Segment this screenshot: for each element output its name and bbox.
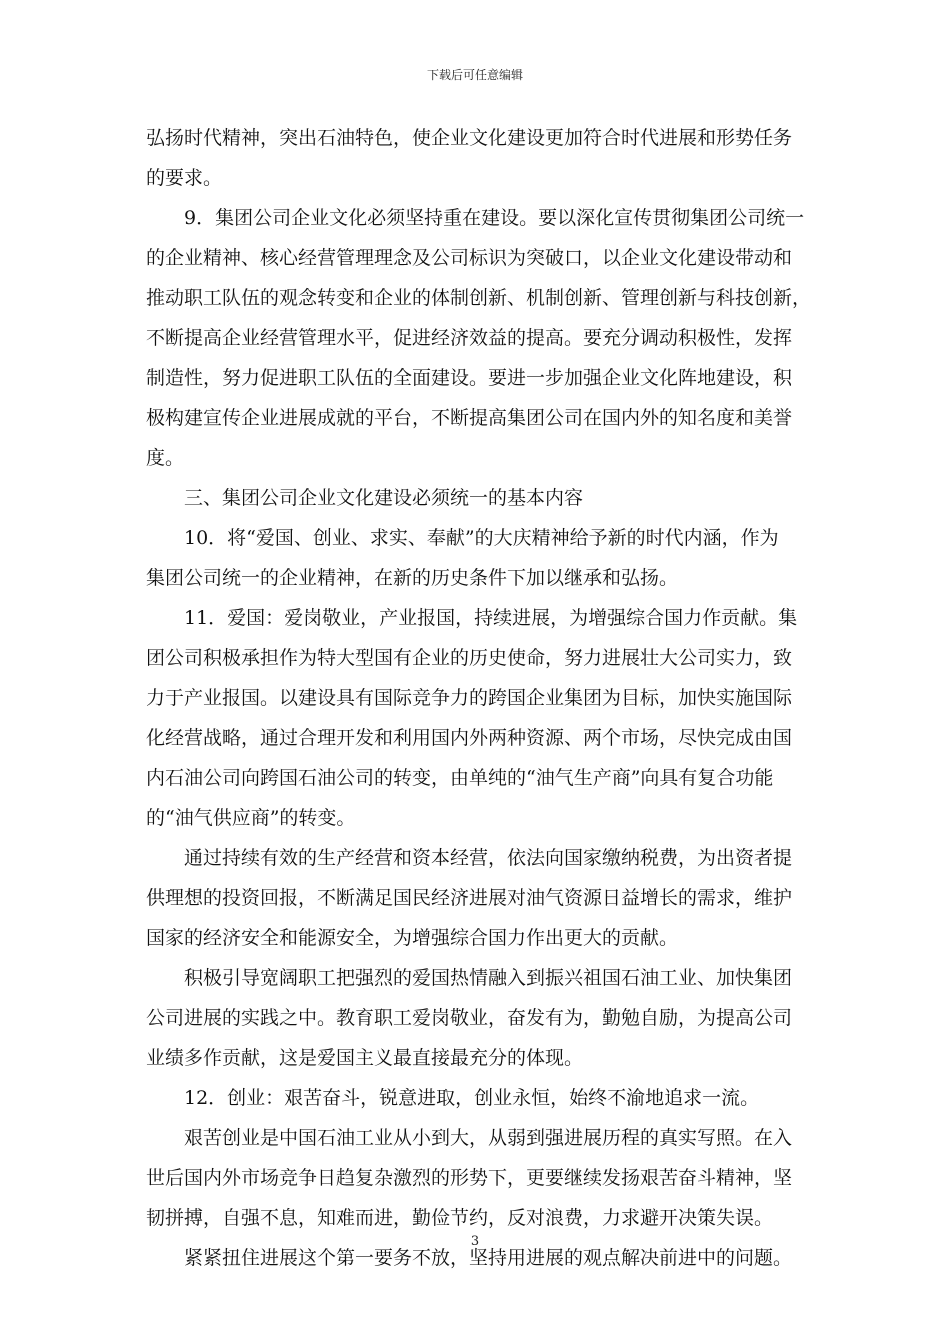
paragraph [146,958,818,1078]
paragraph [146,838,818,958]
text-line: 推动职工队伍的观念转变和企业的体制创新、机制创新、管理创新与科技创新， [146,287,812,309]
text-line: 12．创业：艰苦奋斗，锐意进取，创业永恒，始终不渝地追求一流。 [184,1087,760,1109]
text-line: 9．集团公司企业文化必须坚持重在建设。要以深化宣传贯彻集团公司统一 [184,207,805,229]
text-line: 10．将“爱国、创业、求实、奉献”的大庆精神给予新的时代内涵，作为 [184,527,779,549]
text-line: 极构建宣传企业进展成就的平台，不断提高集团公司在国内外的知名度和美誉 [146,407,793,429]
text-line: 团公司积极承担作为特大型国有企业的历史使命，努力进展壮大公司实力，致 [146,647,793,669]
header-text: 下载后可任意编辑 [426,68,523,82]
paragraph [146,198,818,478]
text-line: 紧紧扭住进展这个第一要务不放，坚持用进展的观点解决前进中的问题。 [184,1247,793,1269]
text-line: 国家的经济安全和能源安全，为增强综合国力作出更大的贡献。 [146,927,679,949]
text-line: 度。 [146,447,185,469]
document-body [146,118,818,1278]
paragraph [146,118,818,198]
text-line: 的“油气供应商”的转变。 [146,807,356,829]
text-line: 化经营战略，通过合理开发和利用国内外两种资源、两个市场，尽快完成由国 [146,727,793,749]
paragraph [146,518,818,598]
text-line: 三、集团公司企业文化建设必须统一的基本内容 [184,487,584,509]
text-line: 制造性，努力促进职工队伍的全面建设。要进一步加强企业文化阵地建设，积 [146,367,793,389]
text-line: 力于产业报国。以建设具有国际竞争力的跨国企业集团为目标，加快实施国际 [146,687,793,709]
text-line: 通过持续有效的生产经营和资本经营，依法向国家缴纳税费，为出资者提 [184,847,793,869]
text-line: 的企业精神、核心经营管理理念及公司标识为突破口，以企业文化建设带动和 [146,247,793,269]
text-line: 世后国内外市场竞争日趋复杂激烈的形势下，更要继续发扬艰苦奋斗精神，坚 [146,1167,793,1189]
page-header [0,68,950,82]
page-number: 3 [470,1234,480,1249]
paragraph [146,598,818,838]
text-line: 不断提高企业经营管理水平，促进经济效益的提高。要充分调动积极性，发挥 [146,327,793,349]
text-line: 内石油公司向跨国石油公司的转变，由单纯的“油气生产商”向具有复合功能 [146,767,774,789]
text-line: 艰苦创业是中国石油工业从小到大，从弱到强进展历程的真实写照。在入 [184,1127,793,1149]
text-line: 公司进展的实践之中。教育职工爱岗敬业，奋发有为，勤勉自励，为提高公司 [146,1007,793,1029]
text-line: 供理想的投资回报，不断满足国民经济进展对油气资源日益增长的需求，维护 [146,887,793,909]
paragraph [146,1078,818,1118]
text-line: 韧拼搏，自强不息，知难而进，勤俭节约，反对浪费，力求避开决策失误。 [146,1207,774,1229]
text-line: 业绩多作贡献，这是爱国主义最直接最充分的体现。 [146,1047,584,1069]
text-line: 积极引导宽阔职工把强烈的爱国热情融入到振兴祖国石油工业、加快集团 [184,967,793,989]
text-line: 集团公司统一的企业精神，在新的历史条件下加以继承和弘扬。 [146,567,679,589]
text-line: 的要求。 [146,167,223,189]
text-line: 弘扬时代精神，突出石油特色，使企业文化建设更加符合时代进展和形势任务 [146,127,793,149]
page-footer [0,1234,950,1250]
paragraph [146,1118,818,1238]
paragraph [146,478,818,518]
text-line: 11．爱国：爱岗敬业，产业报国，持续进展，为增强综合国力作贡献。集 [184,607,798,629]
